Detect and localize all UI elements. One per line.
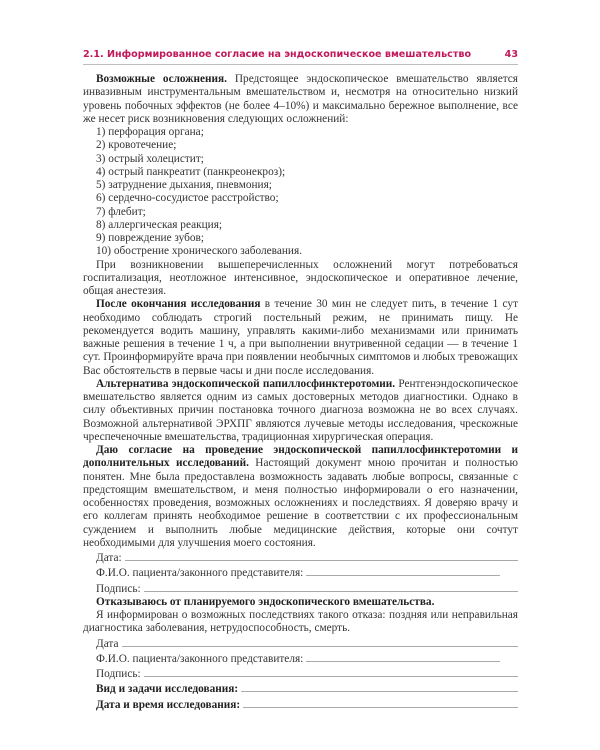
list-item: 5) затруднение дыхания, пневмония; <box>96 179 272 191</box>
complications-after-paragraph: При возникновении вышеперечисленных осложнений могут потребоваться госпитализация, неотложное интенсивное, эндоскопическое и оперативное лечение, общая анестезия. <box>83 258 518 297</box>
consent-paragraph: Даю согласие на проведение эндоскопической папиллосфинктеротомии и дополнительных исследований. Настоящий документ мною прочитан и полностью понятен. Мне была предоставлена возможность задавать любые вопросы, связанные с предстоящим вмешательством, и меня полностью информировали о его назначении, особенностях проведения, возможных осложнениях и последствиях. Я доверяю врачу и его коллегам принять необходимое решение в соответствии с их профессиональным суждением и выполнить любые медицинские действия, которые они сочтут необходимыми для улучшения моего состояния. <box>83 444 518 549</box>
chapter-title: 2.1. Информированное согласие на эндоскопическое вмешательство <box>83 49 472 60</box>
alternative-paragraph: Альтернатива эндоскопической папиллосфинктеротомии. Рентгенэндоскопическое вмешательство является одним из самых достоверных методов диагностики. Однако в силу объективных причин постановка точного диагноза возможна не во всех случаях. Возможной альтернативой ЭРХПГ являются лучевые методы исследования, чрескожные чреспеченочные вмешательства, традиционная хирургическая операция. <box>83 377 518 443</box>
list-item: 10) обострение хронического заболевания. <box>96 245 302 258</box>
fill-line[interactable] <box>243 697 518 708</box>
consent-signature-field[interactable]: Подпись: <box>83 581 518 596</box>
running-header <box>83 49 518 65</box>
fill-line[interactable] <box>122 636 518 647</box>
refusal-date-field[interactable]: Дата <box>83 636 518 651</box>
document-page <box>83 49 518 712</box>
document-body <box>83 73 518 712</box>
list-item: 2) кровотечение; <box>96 139 177 152</box>
refusal-heading: Отказываюсь от планируемого эндоскопического вмешательства. <box>96 595 435 608</box>
page-number: 43 <box>504 49 518 60</box>
fill-line[interactable] <box>306 565 500 576</box>
list-item: 4) острый панкреатит (панкреонекроз); <box>96 165 286 178</box>
refusal-name-field[interactable]: Ф.И.О. пациента/законного представителя: <box>83 651 518 666</box>
consent-date-field[interactable]: Дата: <box>83 550 518 565</box>
complications-paragraph: Возможные осложнения. Предстоящее эндоскопическое вмешательство является инвазивным инструментальным вмешательством и, несмотря на относительно низкий уровень побочных эффектов (не более 4–10%) и максимально бережное выполнение, все же несет риск возникновения следующих осложнений: <box>83 73 518 125</box>
list-item: 6) сердечно-сосудистое расстройство; <box>96 192 279 205</box>
fill-line[interactable] <box>241 681 518 692</box>
list-item: 3) острый холецистит; <box>96 152 204 165</box>
fill-line[interactable] <box>125 550 518 561</box>
list-item: 1) перфорация органа; <box>96 126 204 138</box>
refusal-paragraph: Я информирован о возможных последствиях такого отказа: поздняя или неправильная диагностика заболевания, нетрудоспособность, смерть. <box>83 609 518 635</box>
fill-line[interactable] <box>144 666 518 677</box>
exam-datetime-field[interactable]: Дата и время исследования: <box>83 697 518 712</box>
fill-line[interactable] <box>306 651 500 662</box>
list-item: 7) флебит; <box>96 205 146 218</box>
list-item: 9) повреждение зубов; <box>96 232 205 244</box>
exam-type-field[interactable]: Вид и задачи исследования: <box>83 681 518 696</box>
fill-line[interactable] <box>144 581 518 592</box>
list-item: 8) аллергическая реакция; <box>96 218 223 231</box>
refusal-signature-field[interactable]: Подпись: <box>83 666 518 681</box>
after-exam-paragraph: После окончания исследования в течение 30 мин не следует пить, в течение 1 сут необходимо соблюдать строгий постельный режим, не принимать пищу. Не рекомендуется водить машину, управлять какими-либо механизмами или принимать важные решения в течение 1 ч, а при выполнении внутривенной седации — в течение 1 сут. Проинформируйте врача при появлении необычных симптомов и любых тревожащих Вас обстоятельств в первые часы и дни после исследования. <box>83 298 519 377</box>
consent-name-field[interactable]: Ф.И.О. пациента/законного представителя: <box>83 565 518 580</box>
